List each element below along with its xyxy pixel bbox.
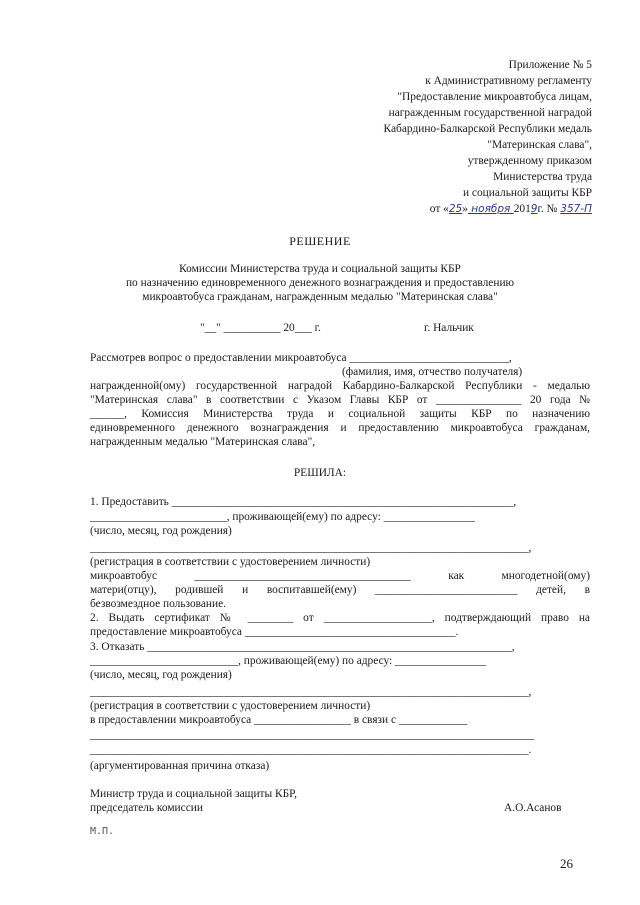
signatory-role: председатель комиссии: [90, 802, 203, 814]
preamble-line: единовременного денежного вознаграждения и предоставлению микроавтобуса гражданам,: [90, 422, 590, 434]
appendix-line: Министерства труда: [493, 171, 592, 183]
stamp-placeholder: М.П.: [90, 826, 115, 837]
signatory-name: А.О.Асанов: [504, 802, 562, 814]
item2-line: предоставление микроавтобуса _____________________________________.: [90, 626, 459, 638]
item3-caption: (регистрация в соответствии с удостоверением личности): [90, 700, 371, 712]
item3-line: 3. Отказать ________________________________________________________________,: [90, 641, 515, 653]
preamble-line: награжденной(ому) государственной наградой Кабардино-Балкарской Республики - медалью: [90, 380, 590, 392]
item1-line: микроавтобус ______________________________________ как многодетной(ому): [90, 570, 590, 582]
item1-line: безвозмездное пользование.: [90, 598, 227, 610]
preamble-caption: (фамилия, имя, отчество получателя): [342, 366, 523, 378]
appendix-line: Кабардино-Балкарской Республики медаль: [383, 123, 592, 135]
handwritten-year-digit: 9: [530, 203, 538, 215]
item1-caption: (регистрация в соответствии с удостоверением личности): [90, 556, 371, 568]
resolved-heading: РЕШИЛА:: [293, 467, 347, 479]
preamble-line: "Материнская слава" в соответствии с Указом Главы КБР от _______________ 20 года №: [90, 394, 590, 406]
commission-line: Комиссии Министерства труда и социальной защиты КБР: [179, 263, 461, 275]
item3-line: ______________________________________________________________________________: [90, 729, 535, 741]
commission-line: по назначению единовременного денежного вознаграждения и предоставлению: [125, 277, 515, 289]
item3-line: __________________________, проживающей(ему) по адресу: ________________: [90, 655, 487, 667]
appendix-line: "Предоставление микроавтобуса лицам,: [397, 91, 592, 103]
signatory-role: Министр труда и социальной защиты КБР,: [90, 788, 297, 800]
item3-line: _____________________________________________________________________________,: [90, 686, 532, 698]
handwritten-day: 25: [448, 203, 463, 215]
item1-line: ________________________, проживающей(ему) по адресу: ________________: [90, 511, 475, 523]
commission-line: микроавтобуса гражданам, награжденным медалью "Материнская слава": [142, 291, 498, 303]
appendix-line: к Административному регламенту: [425, 75, 592, 87]
item1-line: 1. Предоставить ____________________________________________________________,: [90, 496, 517, 508]
order-date-line: [430, 203, 592, 216]
item1-line: _____________________________________________________________________________,: [90, 542, 532, 554]
appendix-line: "Материнская слава",: [487, 139, 592, 151]
date-mid: »: [462, 203, 468, 215]
page-number: 26: [560, 856, 573, 871]
decision-place: г. Нальчик: [424, 322, 474, 334]
appendix-title: Приложение № 5: [508, 59, 592, 71]
preamble-line: награжденным медалью "Материнская слава",: [90, 436, 316, 448]
date-prefix: от «: [429, 203, 449, 215]
decision-date: "__" __________ 20___ г.: [200, 322, 321, 334]
item2-line: 2. Выдать сертификат № ________ от ___________________, подтверждающий право на: [90, 612, 590, 624]
handwritten-order-number: 357-П: [560, 203, 592, 215]
date-suffix: г. №: [537, 203, 561, 215]
document-title: РЕШЕНИЕ: [289, 234, 351, 248]
appendix-line: утвержденному приказом: [467, 155, 592, 167]
item3-line: в предоставлении микроавтобуса _________________ в связи с ____________: [90, 714, 468, 726]
preamble-line: ______, Комиссия Министерства труда и социальной защиты КБР по назначению: [90, 408, 590, 420]
item1-caption: (число, месяц, год рождения): [90, 525, 232, 537]
item3-line: _____________________________________________________________________________.: [90, 744, 532, 756]
item3-caption: (аргументированная причина отказа): [90, 760, 270, 772]
handwritten-month: ноября: [467, 203, 514, 215]
item1-line: матери(отцу), родившей и воспитавшей(ему) _________________________ детей, в: [90, 584, 590, 596]
preamble-line: Рассмотрев вопрос о предоставлении микроавтобуса ____________________________,: [90, 352, 512, 364]
item3-caption: (число, месяц, год рождения): [90, 669, 232, 681]
appendix-line: награжденным государственной наградой: [388, 107, 592, 119]
date-year-prefix: 201: [513, 203, 531, 215]
appendix-line: и социальной защиты КБР: [462, 187, 592, 199]
